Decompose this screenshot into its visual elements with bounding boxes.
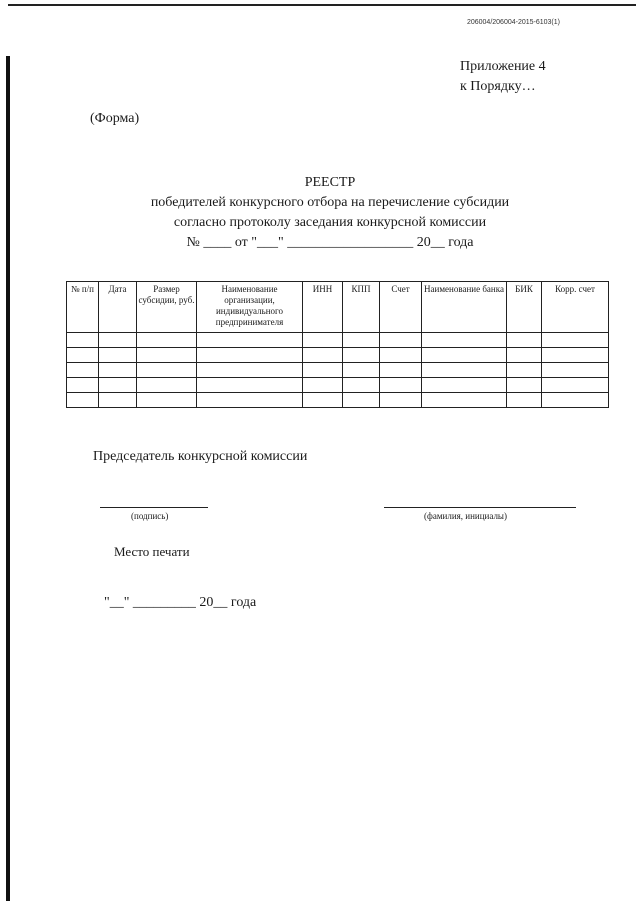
table-cell bbox=[99, 363, 137, 378]
table-cell bbox=[303, 393, 343, 408]
table-cell bbox=[542, 378, 609, 393]
table-cell bbox=[343, 378, 380, 393]
table-cell bbox=[380, 333, 422, 348]
table-cell bbox=[343, 333, 380, 348]
table-cell bbox=[422, 333, 507, 348]
form-label: (Форма) bbox=[90, 111, 140, 126]
table-cell bbox=[99, 333, 137, 348]
table-row bbox=[67, 348, 609, 363]
table-cell bbox=[507, 348, 542, 363]
registry-heading: РЕЕСТР bbox=[304, 175, 356, 190]
chairman-label: Председатель конкурсной комиссии bbox=[93, 449, 308, 464]
registry-title-line-3: № ____ от "___" __________________ 20__ года bbox=[186, 235, 474, 250]
table-cell bbox=[507, 363, 542, 378]
table-cell bbox=[303, 348, 343, 363]
table-cell bbox=[137, 363, 197, 378]
table-cell bbox=[303, 333, 343, 348]
table-cell bbox=[542, 363, 609, 378]
table-cell bbox=[380, 348, 422, 363]
col-header-kpp: КПП bbox=[343, 282, 380, 333]
registry-table bbox=[66, 281, 609, 408]
table-cell bbox=[137, 333, 197, 348]
name-line bbox=[384, 507, 576, 508]
table-cell bbox=[343, 348, 380, 363]
table-row bbox=[67, 393, 609, 408]
col-header-corr-account: Корр. счет bbox=[542, 282, 609, 333]
registry-title-line-2: согласно протоколу заседания конкурсной комиссии bbox=[173, 215, 487, 230]
table-cell bbox=[137, 378, 197, 393]
col-header-date: Дата bbox=[99, 282, 137, 333]
table-cell bbox=[343, 393, 380, 408]
table-cell bbox=[99, 378, 137, 393]
table-cell bbox=[197, 378, 303, 393]
table-cell bbox=[507, 333, 542, 348]
table-cell bbox=[303, 363, 343, 378]
col-header-number: № п/п bbox=[67, 282, 99, 333]
signing-date-line: "__" _________ 20__ года bbox=[104, 595, 257, 610]
col-header-bank-name: Наименование банка bbox=[422, 282, 507, 333]
appendix-note bbox=[460, 57, 546, 97]
col-header-inn: ИНН bbox=[303, 282, 343, 333]
table-cell bbox=[67, 348, 99, 363]
table-cell bbox=[422, 348, 507, 363]
table-cell bbox=[303, 378, 343, 393]
col-header-account: Счет bbox=[380, 282, 422, 333]
table-body bbox=[67, 333, 609, 408]
col-header-bik: БИК bbox=[507, 282, 542, 333]
table-cell bbox=[380, 393, 422, 408]
document-code: 206004/206004-2015-6103(1) bbox=[466, 19, 560, 26]
table-cell bbox=[197, 348, 303, 363]
col-header-organization-name: Наименование организации, индивидуального предпринимателя bbox=[197, 282, 303, 333]
table-row bbox=[67, 363, 609, 378]
table-cell bbox=[542, 333, 609, 348]
table-cell bbox=[507, 393, 542, 408]
table-cell bbox=[197, 333, 303, 348]
table-cell bbox=[67, 378, 99, 393]
table-cell bbox=[507, 378, 542, 393]
table-cell bbox=[343, 363, 380, 378]
table-row bbox=[67, 378, 609, 393]
registry-title-line-1: победителей конкурсного отбора на перечисление субсидии bbox=[150, 195, 510, 210]
table-cell bbox=[380, 378, 422, 393]
table-cell bbox=[137, 348, 197, 363]
name-caption: (фамилия, инициалы) bbox=[424, 511, 507, 521]
table-cell bbox=[67, 363, 99, 378]
table-cell bbox=[422, 393, 507, 408]
table-cell bbox=[67, 393, 99, 408]
scan-edge-bar bbox=[6, 56, 10, 901]
table-row bbox=[67, 333, 609, 348]
table-cell bbox=[99, 348, 137, 363]
stamp-place-label: Место печати bbox=[114, 544, 190, 559]
table-cell bbox=[542, 348, 609, 363]
table-cell bbox=[137, 393, 197, 408]
table-cell bbox=[67, 333, 99, 348]
table-cell bbox=[99, 393, 137, 408]
signature-caption: (подпись) bbox=[131, 511, 169, 521]
col-header-subsidy-amount: Размер субсидии, руб. bbox=[137, 282, 197, 333]
table-cell bbox=[422, 363, 507, 378]
appendix-line-2: к Порядку… bbox=[460, 79, 536, 94]
registry-title bbox=[80, 173, 580, 253]
table-header-row bbox=[67, 282, 609, 333]
table-cell bbox=[197, 393, 303, 408]
table-cell bbox=[422, 378, 507, 393]
table-cell bbox=[380, 363, 422, 378]
table-cell bbox=[542, 393, 609, 408]
appendix-line-1: Приложение 4 bbox=[460, 59, 546, 74]
table-cell bbox=[197, 363, 303, 378]
top-border-line bbox=[8, 4, 636, 6]
signature-line bbox=[100, 507, 208, 508]
